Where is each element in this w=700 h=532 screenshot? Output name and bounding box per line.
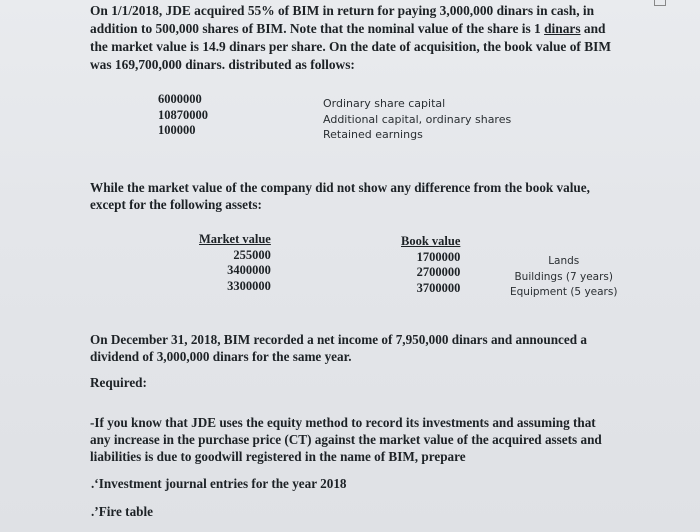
market-value-column (199, 232, 271, 294)
market-note-line-1: While the market value of the company did not show any difference from the book value, (90, 180, 590, 195)
book-value-cell: 3700000 (416, 280, 461, 295)
market-note-line-2: except for the following assets: (90, 197, 262, 212)
equity-labels (323, 96, 511, 143)
book-value-header: Book value (401, 234, 461, 248)
equity-value: 100000 (158, 123, 196, 137)
market-value-cell: 255000 (233, 247, 271, 262)
required-heading: Required: (90, 375, 147, 390)
market-value-header: Market value (199, 232, 271, 246)
income-note-line-1: On December 31, 2018, BIM recorded a net income of 7,950,000 dinars and announced a (90, 332, 587, 347)
equity-label: Ordinary share capital (323, 97, 446, 110)
asset-name: Equipment (5 years) (510, 286, 618, 298)
market-note (90, 179, 590, 213)
equity-value: 10870000 (158, 107, 208, 122)
task-investment-entries: .‘Investment journal entries for the year 2018 (91, 476, 347, 491)
equity-values (158, 92, 208, 139)
asset-names-column (510, 254, 617, 301)
equity-label: Retained earnings (323, 128, 423, 141)
instruction (90, 414, 602, 465)
book-value-cell: 2700000 (416, 265, 461, 279)
instruction-line-3: liabilities is due to goodwill registered in the name of BIM, prepare (90, 449, 466, 464)
asset-name: Buildings (7 years) (514, 270, 613, 283)
equity-value: 6000000 (158, 92, 202, 106)
dinars-underlined: dinars (544, 21, 581, 36)
market-value-cell: 3300000 (227, 278, 271, 293)
market-value-cell: 3400000 (227, 263, 271, 277)
book-value-cell: 1700000 (416, 249, 461, 264)
intro-paragraph (90, 2, 680, 74)
intro-line-3: the market value is 14.9 dinars per share. On the date of acquisition, the book value of BIM (90, 39, 612, 54)
instruction-line-2: any increase in the purchase price (CT) against the market value of the acquired assets and (90, 432, 602, 447)
income-note (90, 331, 587, 365)
intro-line-1: On 1/1/2018, JDE acquired 55% of BIM in return for paying 3,000,000 dinars in cash, in (90, 3, 595, 18)
intro-line-2: addition to 500,000 shares of BIM. Note that the nominal value of the share is 1 dinars and (90, 21, 606, 36)
task-fire-table: .’Fire table (91, 504, 154, 519)
income-note-line-2: dividend of 3,000,000 dinars for the same year. (90, 349, 352, 364)
book-value-column (401, 234, 460, 296)
instruction-line-1: -If you know that JDE uses the equity method to record its investments and assuming that (90, 415, 596, 430)
intro-line-4: was 169,700,000 dinars. distributed as follows: (90, 57, 355, 72)
equity-label: Additional capital, ordinary shares (323, 112, 512, 126)
asset-name: Lands (548, 255, 580, 267)
